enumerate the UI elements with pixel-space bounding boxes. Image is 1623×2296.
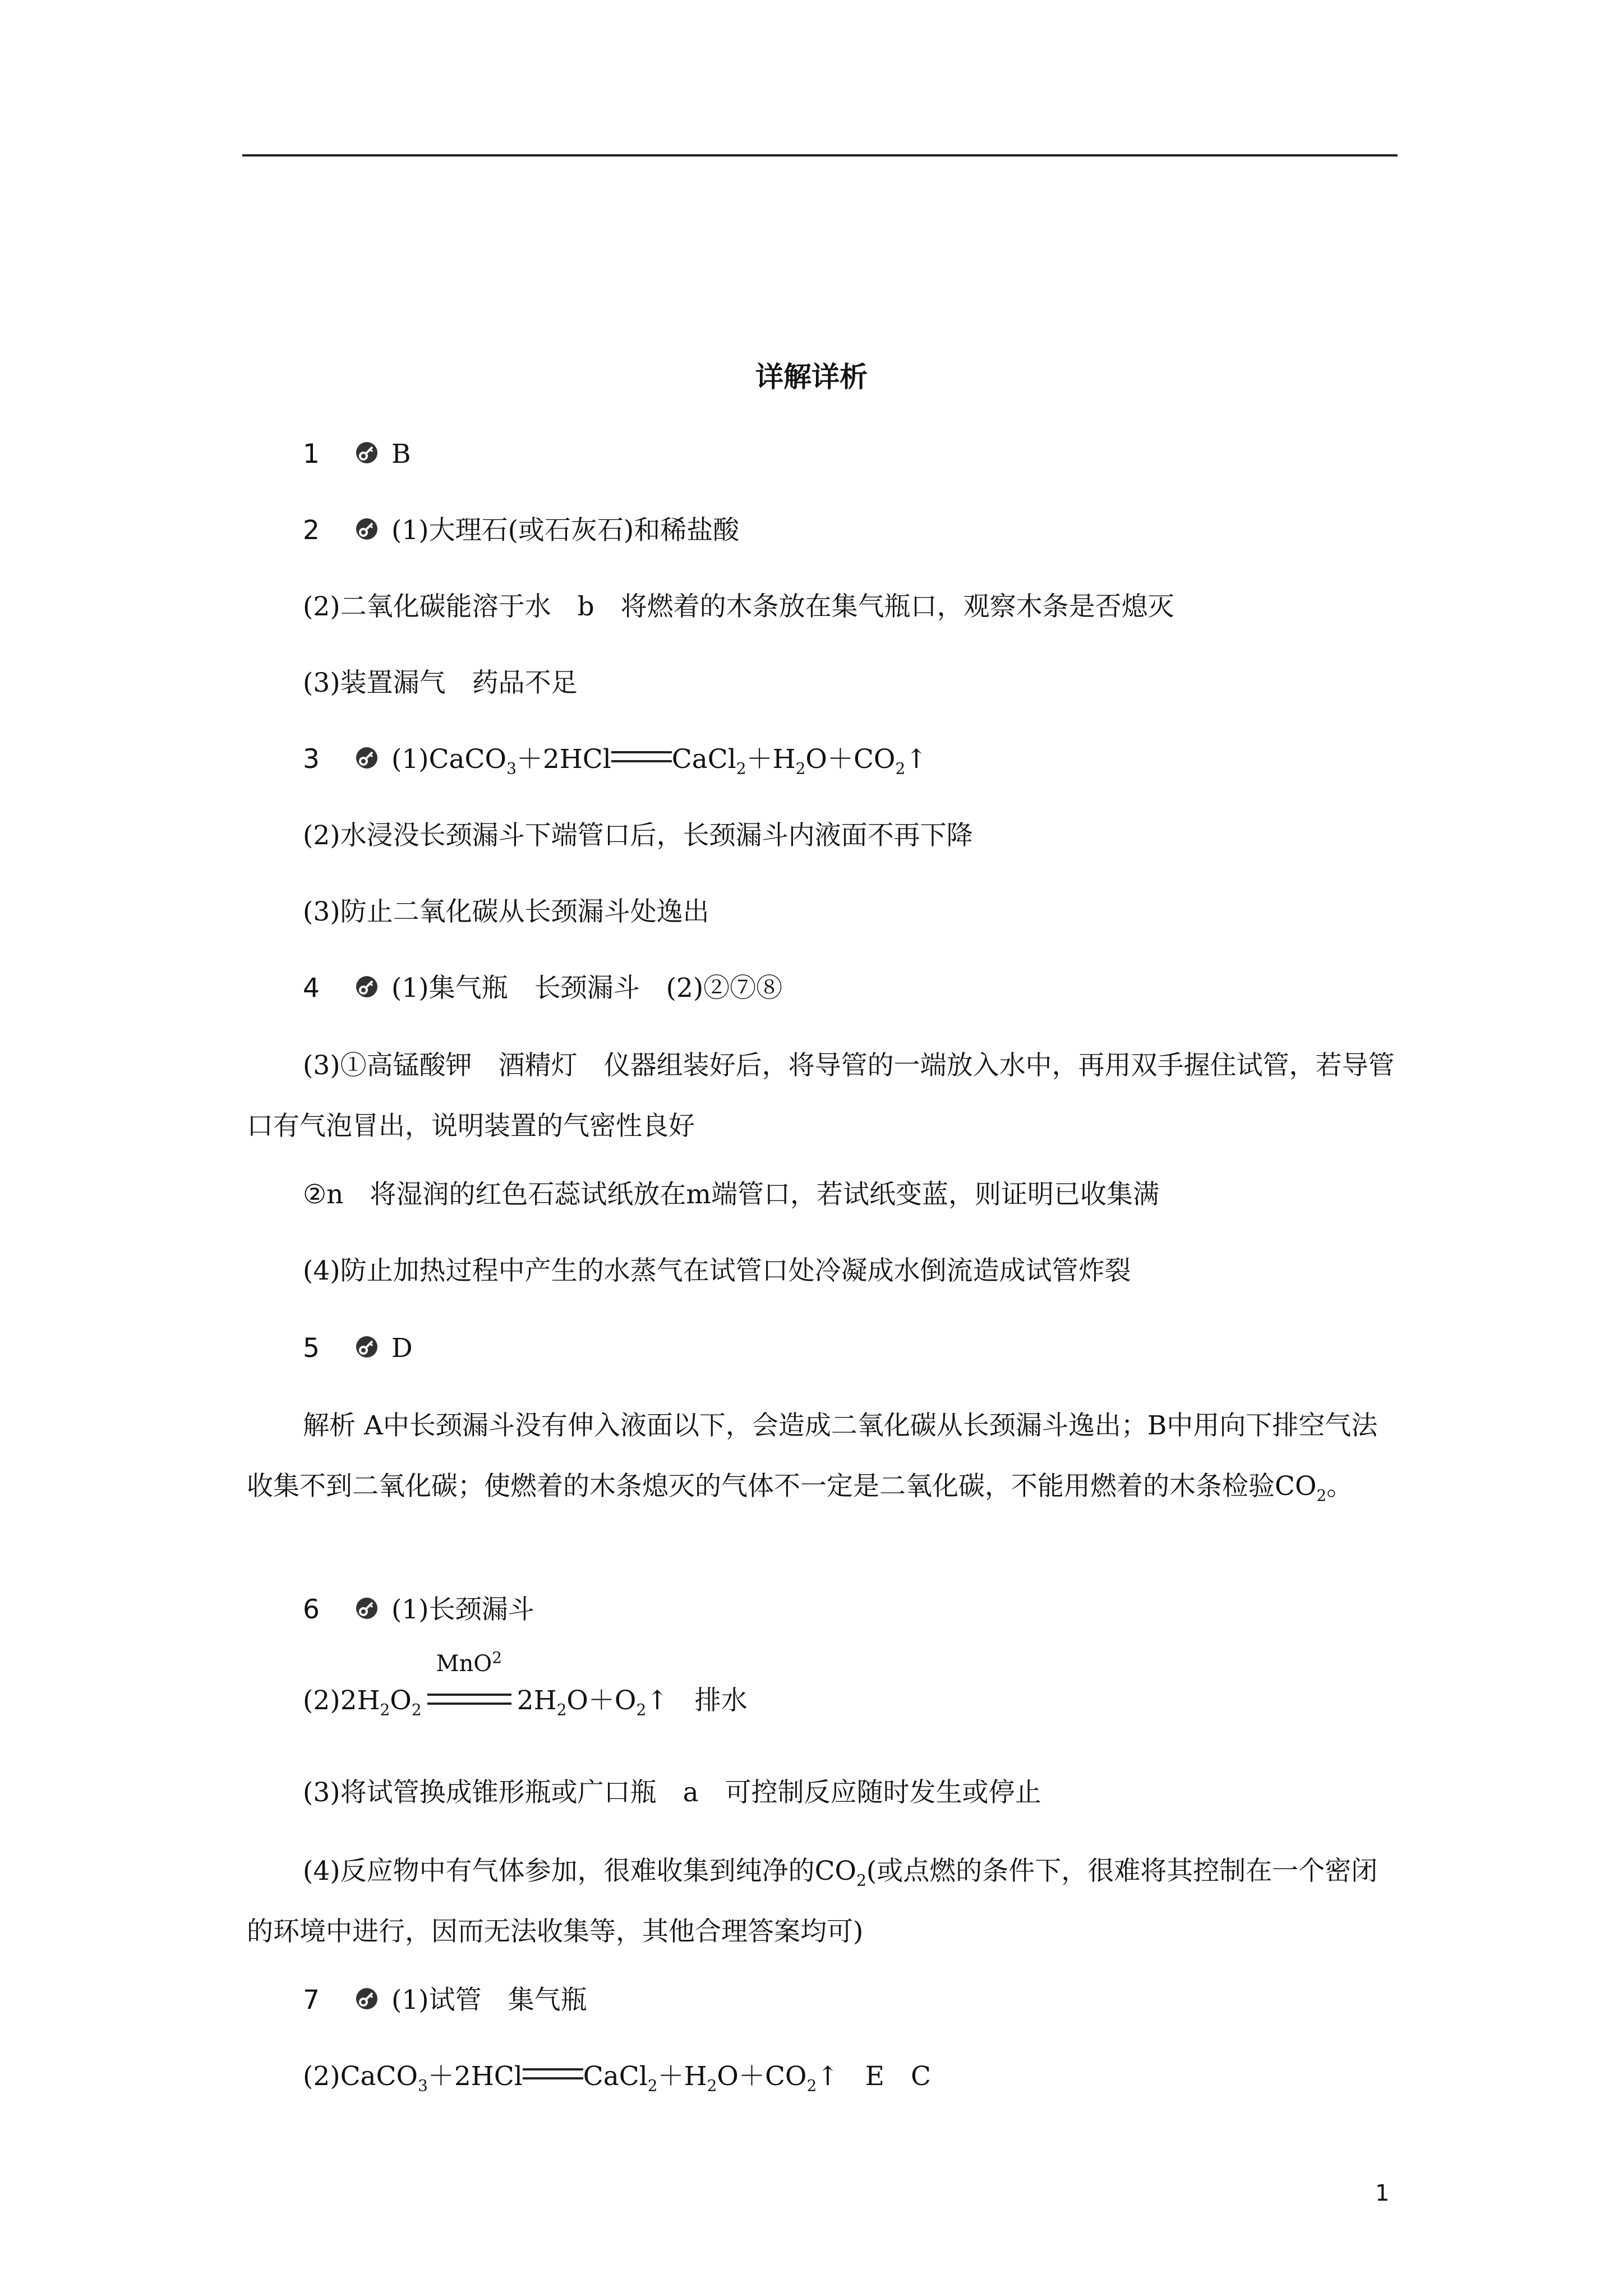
subscript: 2 bbox=[556, 1700, 567, 1719]
answer-4 bbox=[303, 966, 782, 1011]
subscript: 2 bbox=[856, 1871, 866, 1890]
answer-number: 5 bbox=[303, 1333, 320, 1364]
answer-line: (3)防止二氧化碳从长颈漏斗处逸出 bbox=[303, 896, 709, 927]
key-icon bbox=[354, 517, 379, 541]
answer-1 bbox=[303, 432, 411, 477]
formula-part: O＋CO bbox=[805, 744, 896, 775]
formula-part: (1)CaCO bbox=[391, 744, 507, 775]
answer-line: (2)二氧化碳能溶于水 b 将燃着的木条放在集气瓶口，观察木条是否熄灭 bbox=[303, 591, 1174, 622]
equals-sign bbox=[523, 2068, 583, 2079]
formula-part: ＋H bbox=[746, 744, 796, 775]
subscript: 2 bbox=[895, 759, 906, 778]
answer-7 bbox=[303, 1978, 587, 2023]
formula-part: 2H bbox=[517, 1685, 557, 1716]
key-icon bbox=[354, 1596, 379, 1621]
answer-line: (3)将试管换成锥形瓶或广口瓶 a 可控制反应随时发生或停止 bbox=[303, 1777, 1041, 1808]
subscript: 2 bbox=[736, 759, 746, 778]
analysis-paragraph bbox=[247, 1396, 1402, 1517]
subscript: 2 bbox=[411, 1700, 422, 1719]
subscript: 2 bbox=[647, 2076, 658, 2095]
formula-part: ＋2HCl bbox=[516, 744, 611, 775]
answer-line: (3)①高锰酸钾 酒精灯 仪器组装好后，将导管的一端放入水中，再用双手握住试管，若导管口有气泡冒出，说明装置的气密性良好 bbox=[247, 1050, 1395, 1142]
subscript: 2 bbox=[707, 2076, 717, 2095]
page-title: 详解详析 bbox=[755, 360, 868, 393]
catalyst-label bbox=[436, 1650, 502, 1678]
answer-text: (或点燃的条件下，很难将其控制在一个密闭的环境中进行，因而无法收集等，其他合理答案均可) bbox=[247, 1856, 1378, 1947]
analysis-text: 。 bbox=[1326, 1471, 1353, 1502]
answer-text: (1)试管 集气瓶 bbox=[391, 1985, 587, 2016]
answer-number: 4 bbox=[303, 973, 320, 1004]
subscript: 2 bbox=[795, 759, 806, 778]
answer-number: 6 bbox=[303, 1594, 320, 1625]
answer-number: 7 bbox=[303, 1985, 320, 2016]
answer-line: (4)防止加热过程中产生的水蒸气在试管口处冷凝成水倒流造成试管炸裂 bbox=[303, 1255, 1131, 1286]
formula-part: O＋CO bbox=[717, 2061, 807, 2092]
answer-2 bbox=[303, 508, 739, 553]
formula-part: ↑ bbox=[905, 744, 928, 775]
superscript: 2 bbox=[492, 1648, 502, 1667]
subscript: 2 bbox=[636, 1700, 647, 1719]
formula-part: CaCl bbox=[583, 2061, 648, 2092]
equals-sign bbox=[427, 1694, 511, 1705]
answer-number: 3 bbox=[303, 744, 320, 775]
answer-text: (1)长颈漏斗 bbox=[391, 1594, 534, 1625]
equals-sign bbox=[611, 751, 672, 762]
subscript: 2 bbox=[380, 1700, 390, 1719]
answer-line bbox=[247, 1841, 1402, 1962]
answer-3 bbox=[303, 737, 928, 782]
key-icon bbox=[354, 440, 379, 465]
formula-part: O bbox=[390, 1685, 412, 1716]
answer-text: (1)大理石(或石灰石)和稀盐酸 bbox=[391, 515, 740, 546]
answer-number: 2 bbox=[303, 515, 320, 546]
answer-line: (2)水浸没长颈漏斗下端管口后，长颈漏斗内液面不再下降 bbox=[303, 820, 973, 851]
key-icon bbox=[354, 1335, 379, 1359]
answer-6 bbox=[303, 1588, 534, 1632]
page-number: 1 bbox=[1375, 2180, 1390, 2206]
answer-number: 1 bbox=[303, 439, 320, 470]
subscript: 2 bbox=[806, 2076, 817, 2095]
formula-part: O＋O bbox=[566, 1685, 637, 1716]
answer-text: B bbox=[391, 439, 411, 470]
answer-text: (1)集气瓶 长颈漏斗 (2)②⑦⑧ bbox=[391, 973, 783, 1004]
formula-part: ↑ E C bbox=[817, 2061, 931, 2092]
answer-line bbox=[303, 1648, 748, 1723]
answer-line: ②n 将湿润的红色石蕊试纸放在m端管口，若试纸变蓝，则证明已收集满 bbox=[303, 1179, 1159, 1210]
formula-part: CaCl bbox=[671, 744, 736, 775]
key-icon bbox=[354, 1986, 379, 2011]
formula-part: (2)2H bbox=[303, 1685, 380, 1716]
header-rule bbox=[242, 154, 1398, 157]
formula-part: ＋2HCl bbox=[427, 2061, 523, 2092]
formula-part: ↑ 排水 bbox=[646, 1685, 748, 1716]
analysis-text: 解析 A中长颈漏斗没有伸入液面以下，会造成二氧化碳从长颈漏斗逸出；B中用向下排空气法收集不到二氧化碳；使燃着的木条熄灭的气体不一定是二氧化碳，不能用燃着的木条检验CO bbox=[247, 1410, 1378, 1502]
reaction-condition bbox=[427, 1648, 511, 1711]
key-icon bbox=[354, 746, 379, 770]
catalyst-text: MnO bbox=[436, 1651, 492, 1677]
answer-text: D bbox=[391, 1333, 413, 1364]
answer-line bbox=[303, 2054, 931, 2099]
answer-text: (4)反应物中有气体参加，很难收集到纯净的CO bbox=[303, 1856, 857, 1887]
subscript: 3 bbox=[506, 759, 517, 778]
subscript: 2 bbox=[1316, 1486, 1327, 1505]
answer-5 bbox=[303, 1326, 413, 1371]
key-icon bbox=[354, 974, 379, 999]
formula-part: ＋H bbox=[657, 2061, 707, 2092]
formula-part: (2)CaCO bbox=[303, 2061, 418, 2092]
subscript: 3 bbox=[418, 2076, 428, 2095]
answer-line: (3)装置漏气 药品不足 bbox=[303, 668, 578, 698]
